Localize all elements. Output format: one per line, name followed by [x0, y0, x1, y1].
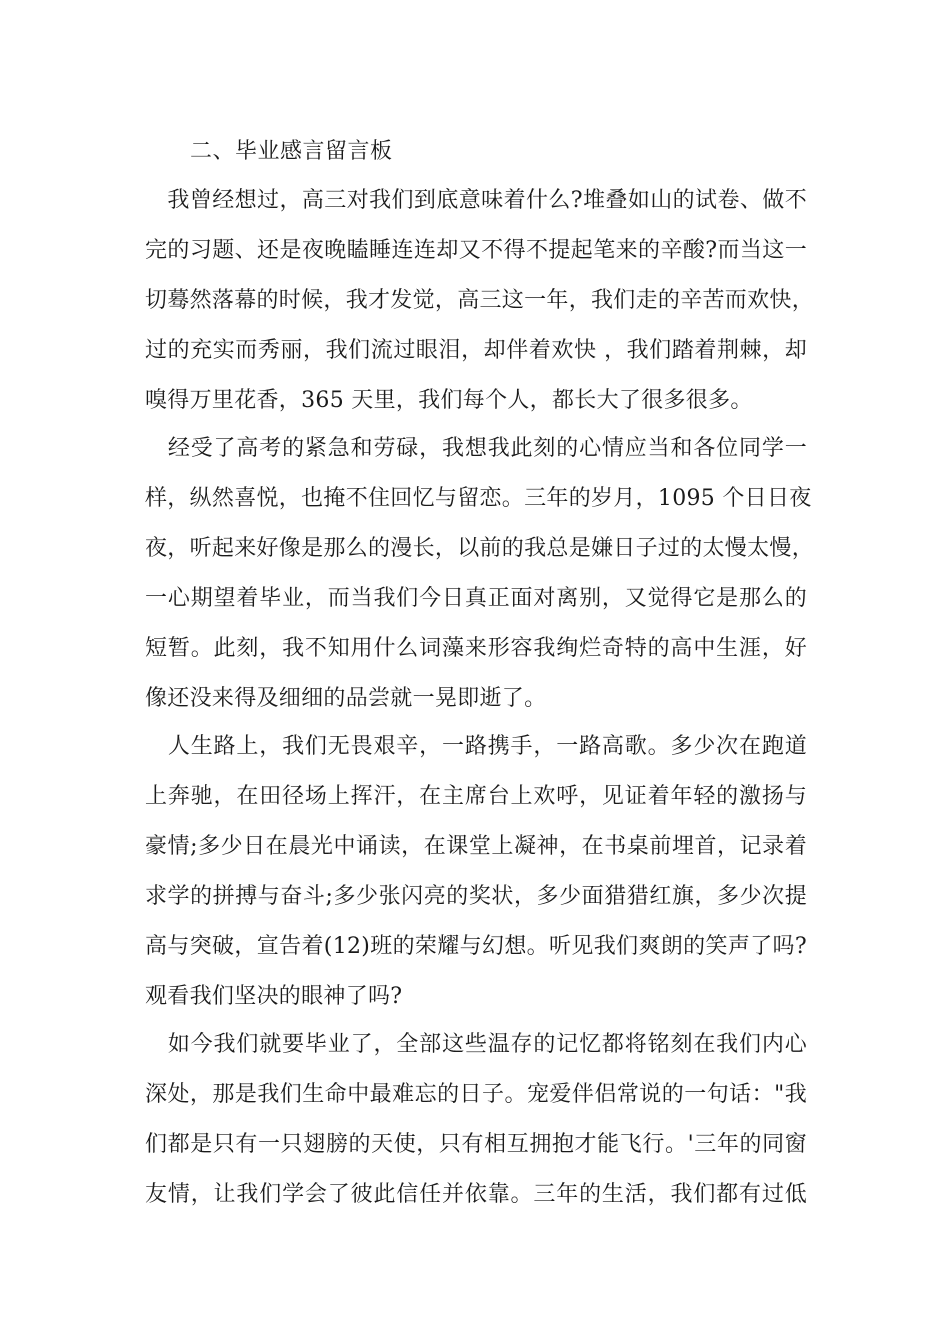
paragraph-line: 一心期望着毕业，而当我们今日真正面对离别，又觉得它是那么的	[145, 586, 807, 611]
paragraph-4	[145, 1020, 807, 1220]
paragraph-line: 高与突破，宣告着(12)班的荣耀与幻想。听见我们爽朗的笑声了吗?	[145, 934, 807, 959]
paragraph-3	[145, 722, 807, 1022]
paragraph-line: 完的习题、还是夜晚瞌睡连连却又不得不提起笔来的辛酸?而当这一	[145, 238, 807, 263]
paragraph-line: 如今我们就要毕业了，全部这些温存的记忆都将铭刻在我们内心	[145, 1032, 807, 1057]
paragraph-line: 短暂。此刻，我不知用什么词藻来形容我绚烂奇特的高中生涯，好	[145, 636, 807, 661]
paragraph-line: 样，纵然喜悦，也掩不住回忆与留恋。三年的岁月，1095 个日日夜	[145, 486, 812, 511]
paragraph-line: 深处，那是我们生命中最难忘的日子。宠爱伴侣常说的一句话："我	[145, 1082, 807, 1107]
paragraph-line: 像还没来得及细细的品尝就一晃即逝了。	[145, 686, 547, 711]
paragraph-line: 豪情;多少日在晨光中诵读，在课堂上凝神，在书桌前埋首，记录着	[145, 834, 807, 859]
paragraph-1	[145, 176, 815, 426]
paragraph-line: 嗅得万里花香，365 天里，我们每个人，都长大了很多很多。	[145, 388, 753, 413]
paragraph-line: 切蓦然落幕的时候，我才发觉，高三这一年，我们走的辛苦而欢快，	[145, 288, 815, 313]
paragraph-line: 观看我们坚决的眼神了吗?	[145, 984, 403, 1009]
paragraph-line: 求学的拼搏与奋斗;多少张闪亮的奖状，多少面猎猎红旗，多少次提	[145, 884, 807, 909]
section-heading: 二、毕业感言留言板	[190, 139, 393, 164]
paragraph-line: 人生路上，我们无畏艰辛，一路携手，一路高歌。多少次在跑道	[145, 734, 807, 759]
paragraph-line: 经受了高考的紧急和劳碌，我想我此刻的心情应当和各位同学一	[145, 436, 807, 461]
paragraph-line: 们都是只有一只翅膀的天使，只有相互拥抱才能飞行。'三年的同窗	[145, 1132, 807, 1157]
paragraph-line: 上奔驰，在田径场上挥汗，在主席台上欢呼，见证着年轻的激扬与	[145, 784, 807, 809]
paragraph-line: 我曾经想过，高三对我们到底意味着什么?堆叠如山的试卷、做不	[145, 188, 807, 213]
paragraph-line: 夜，听起来好像是那么的漫长，以前的我总是嫌日子过的太慢太慢，	[145, 536, 815, 561]
paragraph-2	[145, 424, 815, 724]
paragraph-line: 过的充实而秀丽，我们流过眼泪，却伴着欢快 ，我们踏着荆棘，却	[145, 338, 807, 363]
paragraph-line: 友情，让我们学会了彼此信任并依靠。三年的生活，我们都有过低	[145, 1182, 807, 1207]
